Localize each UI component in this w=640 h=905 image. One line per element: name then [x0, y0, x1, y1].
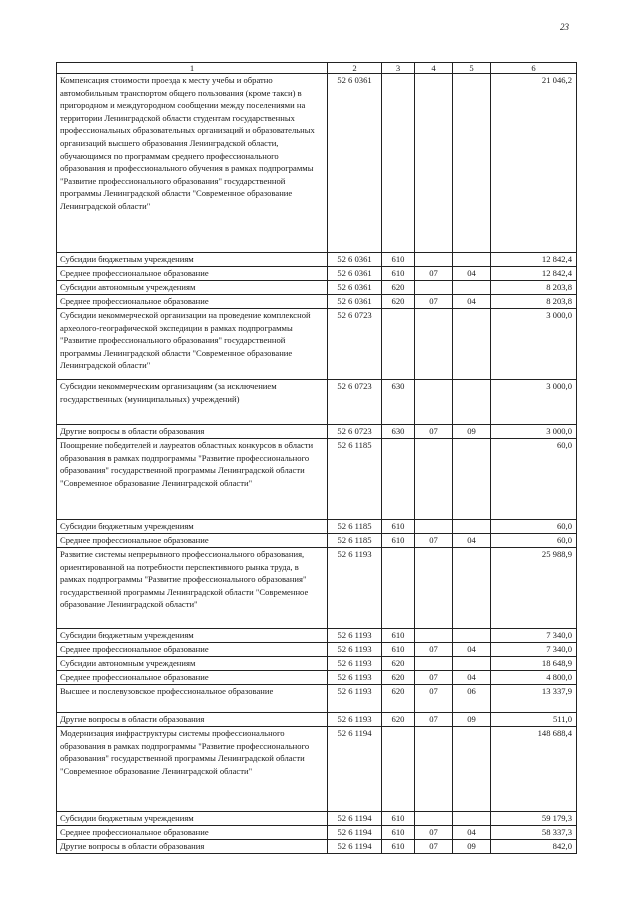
amount-cell: 60,0	[491, 439, 577, 520]
target-article-cell: 52 6 1185	[328, 520, 382, 534]
amount-cell: 511,0	[491, 713, 577, 727]
amount-cell: 8 203,8	[491, 281, 577, 295]
subsection-cell	[453, 253, 491, 267]
subsection-cell: 04	[453, 671, 491, 685]
row-name-cell: Поощрение победителей и лауреатов областных конкурсов в области образования в рамках подпрограммы "Развитие профессионального образования" государственной программы Ленинградской области "Современное образование Ленинградской области"	[57, 439, 328, 520]
target-article-cell: 52 6 1193	[328, 671, 382, 685]
expense-type-cell	[382, 727, 415, 812]
section-cell	[415, 520, 453, 534]
row-name-cell: Другие вопросы в области образования	[57, 425, 328, 439]
amount-cell: 842,0	[491, 840, 577, 854]
amount-cell: 59 179,3	[491, 812, 577, 826]
section-cell	[415, 727, 453, 812]
amount-cell: 3 000,0	[491, 380, 577, 425]
table-row	[57, 267, 577, 281]
table-row	[57, 534, 577, 548]
amount-cell: 4 800,0	[491, 671, 577, 685]
target-article-cell: 52 6 0723	[328, 309, 382, 380]
table-row	[57, 671, 577, 685]
subsection-cell: 04	[453, 295, 491, 309]
target-article-cell: 52 6 0361	[328, 74, 382, 253]
table-row	[57, 380, 577, 425]
subsection-cell: 04	[453, 267, 491, 281]
expense-type-cell: 620	[382, 685, 415, 713]
column-number-row	[57, 63, 577, 74]
row-name-cell: Модернизация инфраструктуры системы профессионального образования в рамках подпрограммы "Развитие профессионального образования" государственной программы Ленинградской области "Современное образование Ленинградской области"	[57, 727, 328, 812]
expense-type-cell	[382, 309, 415, 380]
subsection-cell: 09	[453, 425, 491, 439]
expense-type-cell: 610	[382, 253, 415, 267]
row-name-cell: Субсидии бюджетным учреждениям	[57, 812, 328, 826]
expense-type-cell: 610	[382, 826, 415, 840]
subsection-cell: 04	[453, 826, 491, 840]
expense-type-cell	[382, 439, 415, 520]
expense-type-cell: 610	[382, 520, 415, 534]
table-row	[57, 840, 577, 854]
amount-cell: 60,0	[491, 534, 577, 548]
section-cell: 07	[415, 643, 453, 657]
subsection-cell	[453, 727, 491, 812]
section-cell: 07	[415, 840, 453, 854]
subsection-cell	[453, 548, 491, 629]
subsection-cell: 04	[453, 643, 491, 657]
column-number-vr: 3	[382, 63, 415, 74]
target-article-cell: 52 6 1194	[328, 826, 382, 840]
subsection-cell	[453, 380, 491, 425]
row-name-cell: Субсидии некоммерческой организации на проведение комплексной археолого-географической экспедиции в рамках подпрограммы "Развитие профессионального образования" государственной программы Ленинградской области "Современное образование Ленинградской области"	[57, 309, 328, 380]
amount-cell: 12 842,4	[491, 253, 577, 267]
table-row	[57, 727, 577, 812]
amount-cell: 148 688,4	[491, 727, 577, 812]
table-row	[57, 643, 577, 657]
table-row	[57, 425, 577, 439]
target-article-cell: 52 6 0723	[328, 425, 382, 439]
amount-cell: 3 000,0	[491, 309, 577, 380]
subsection-cell	[453, 439, 491, 520]
target-article-cell: 52 6 1185	[328, 534, 382, 548]
subsection-cell: 06	[453, 685, 491, 713]
amount-cell: 18 648,9	[491, 657, 577, 671]
table-row	[57, 812, 577, 826]
page-number: 23	[560, 22, 569, 32]
expense-type-cell: 610	[382, 840, 415, 854]
column-number-sum: 6	[491, 63, 577, 74]
table-row	[57, 439, 577, 520]
section-cell: 07	[415, 295, 453, 309]
subsection-cell	[453, 657, 491, 671]
expense-type-cell: 620	[382, 295, 415, 309]
budget-table-body	[57, 63, 577, 854]
expense-type-cell: 630	[382, 380, 415, 425]
table-row	[57, 685, 577, 713]
amount-cell: 3 000,0	[491, 425, 577, 439]
expense-type-cell: 620	[382, 713, 415, 727]
subsection-cell: 09	[453, 713, 491, 727]
target-article-cell: 52 6 1194	[328, 840, 382, 854]
target-article-cell: 52 6 1193	[328, 548, 382, 629]
target-article-cell: 52 6 0361	[328, 267, 382, 281]
expense-type-cell: 610	[382, 534, 415, 548]
column-number-csr: 2	[328, 63, 382, 74]
amount-cell: 8 203,8	[491, 295, 577, 309]
target-article-cell: 52 6 1185	[328, 439, 382, 520]
column-number-pr: 5	[453, 63, 491, 74]
column-number-rz: 4	[415, 63, 453, 74]
row-name-cell: Среднее профессиональное образование	[57, 826, 328, 840]
table-row	[57, 826, 577, 840]
amount-cell: 60,0	[491, 520, 577, 534]
expense-type-cell: 620	[382, 657, 415, 671]
expense-type-cell: 630	[382, 425, 415, 439]
row-name-cell: Среднее профессиональное образование	[57, 295, 328, 309]
target-article-cell: 52 6 1194	[328, 727, 382, 812]
target-article-cell: 52 6 1194	[328, 812, 382, 826]
subsection-cell: 04	[453, 534, 491, 548]
subsection-cell	[453, 812, 491, 826]
row-name-cell: Развитие системы непрерывного профессионального образования, ориентированной на потребности перспективного рынка труда, в рамках подпрограммы "Развитие профессионального образования" государственной программы Ленинградской области "Современное образование Ленинградской области"	[57, 548, 328, 629]
row-name-cell: Другие вопросы в области образования	[57, 840, 328, 854]
row-name-cell: Среднее профессиональное образование	[57, 267, 328, 281]
amount-cell: 12 842,4	[491, 267, 577, 281]
amount-cell: 13 337,9	[491, 685, 577, 713]
target-article-cell: 52 6 0361	[328, 253, 382, 267]
target-article-cell: 52 6 1193	[328, 685, 382, 713]
row-name-cell: Субсидии бюджетным учреждениям	[57, 520, 328, 534]
expense-type-cell	[382, 548, 415, 629]
section-cell: 07	[415, 671, 453, 685]
section-cell	[415, 309, 453, 380]
section-cell	[415, 629, 453, 643]
column-number-name: 1	[57, 63, 328, 74]
section-cell	[415, 548, 453, 629]
table-row	[57, 281, 577, 295]
row-name-cell: Среднее профессиональное образование	[57, 643, 328, 657]
table-row	[57, 629, 577, 643]
budget-table	[56, 62, 577, 854]
section-cell	[415, 657, 453, 671]
section-cell: 07	[415, 425, 453, 439]
row-name-cell: Другие вопросы в области образования	[57, 713, 328, 727]
table-row	[57, 657, 577, 671]
row-name-cell: Субсидии автономным учреждениям	[57, 657, 328, 671]
section-cell: 07	[415, 685, 453, 713]
amount-cell: 58 337,3	[491, 826, 577, 840]
target-article-cell: 52 6 1193	[328, 657, 382, 671]
row-name-cell: Среднее профессиональное образование	[57, 671, 328, 685]
section-cell: 07	[415, 713, 453, 727]
subsection-cell	[453, 74, 491, 253]
section-cell	[415, 812, 453, 826]
subsection-cell	[453, 309, 491, 380]
target-article-cell: 52 6 1193	[328, 713, 382, 727]
subsection-cell: 09	[453, 840, 491, 854]
amount-cell: 7 340,0	[491, 629, 577, 643]
section-cell	[415, 253, 453, 267]
row-name-cell: Субсидии автономным учреждениям	[57, 281, 328, 295]
expense-type-cell: 620	[382, 671, 415, 685]
amount-cell: 21 046,2	[491, 74, 577, 253]
amount-cell: 25 988,9	[491, 548, 577, 629]
section-cell	[415, 439, 453, 520]
expense-type-cell: 610	[382, 267, 415, 281]
expense-type-cell	[382, 74, 415, 253]
subsection-cell	[453, 520, 491, 534]
expense-type-cell: 610	[382, 812, 415, 826]
target-article-cell: 52 6 0723	[328, 380, 382, 425]
section-cell: 07	[415, 826, 453, 840]
row-name-cell: Компенсация стоимости проезда к месту учебы и обратно автомобильным транспортом общего пользования (кроме такси) в пригородном и междугородном сообщении между поселениями на территории Ленинградской области студентам государственных профессиональных образовательных организаций и образовательных организаций высшего образования Ленинградской области, обучающимся по программам среднего профессионального образования и профессионального обучения в рамках подпрограммы "Развитие профессионального образования" государственной программы Ленинградской области "Современное образование Ленинградской области"	[57, 74, 328, 253]
row-name-cell: Субсидии бюджетным учреждениям	[57, 253, 328, 267]
row-name-cell: Субсидии некоммерческим организациям (за исключением государственных (муниципальных) учреждений)	[57, 380, 328, 425]
subsection-cell	[453, 629, 491, 643]
row-name-cell: Среднее профессиональное образование	[57, 534, 328, 548]
expense-type-cell: 610	[382, 629, 415, 643]
expense-type-cell: 610	[382, 643, 415, 657]
target-article-cell: 52 6 1193	[328, 643, 382, 657]
table-row	[57, 713, 577, 727]
row-name-cell: Субсидии бюджетным учреждениям	[57, 629, 328, 643]
subsection-cell	[453, 281, 491, 295]
section-cell: 07	[415, 534, 453, 548]
target-article-cell: 52 6 0361	[328, 281, 382, 295]
section-cell	[415, 380, 453, 425]
target-article-cell: 52 6 0361	[328, 295, 382, 309]
section-cell	[415, 74, 453, 253]
table-row	[57, 309, 577, 380]
table-row	[57, 548, 577, 629]
table-row	[57, 253, 577, 267]
table-row	[57, 520, 577, 534]
section-cell	[415, 281, 453, 295]
target-article-cell: 52 6 1193	[328, 629, 382, 643]
section-cell: 07	[415, 267, 453, 281]
expense-type-cell: 620	[382, 281, 415, 295]
table-row	[57, 295, 577, 309]
table-row	[57, 74, 577, 253]
row-name-cell: Высшее и послевузовское профессиональное образование	[57, 685, 328, 713]
amount-cell: 7 340,0	[491, 643, 577, 657]
